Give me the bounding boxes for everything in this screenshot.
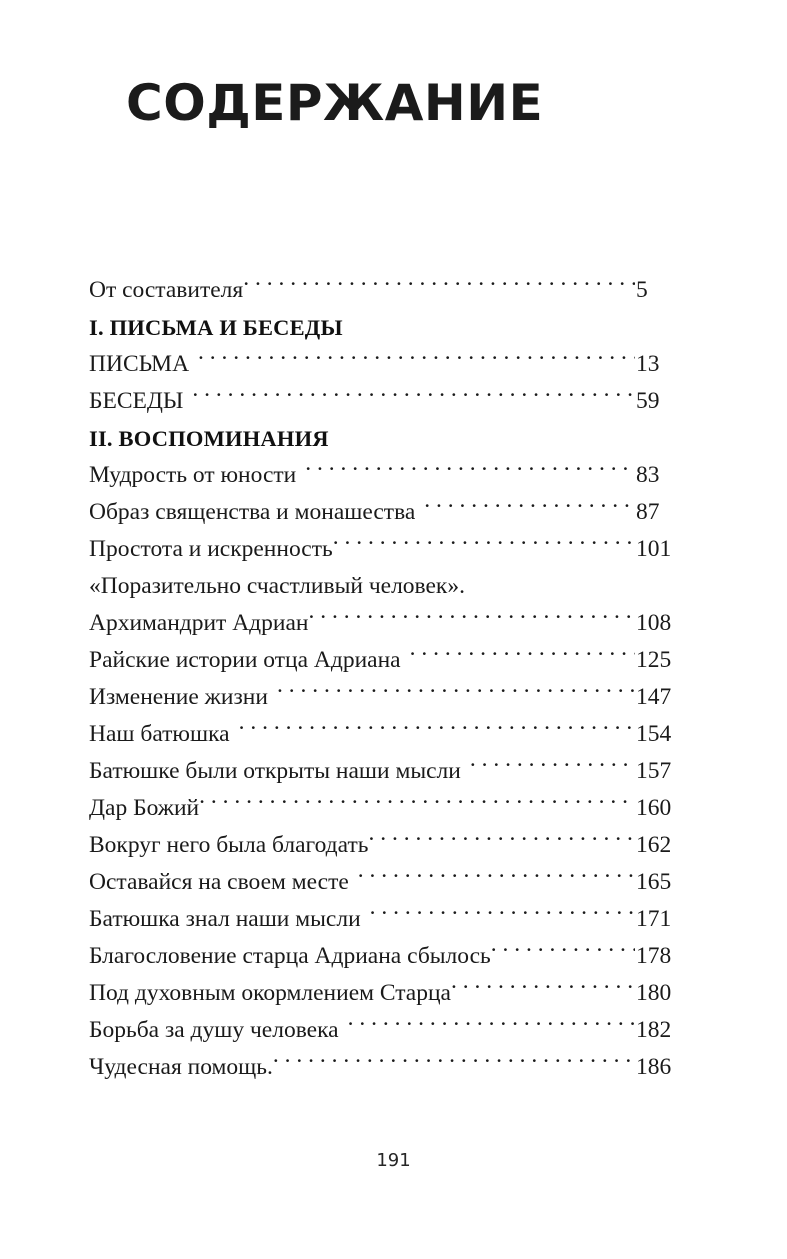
toc-entry-page-number: 160 [636,795,672,821]
toc-entry-label: Вокруг него была благодать [89,832,369,858]
toc-entry-label: Мудрость от юности [89,462,297,488]
toc-entry-page-number: 182 [636,1017,672,1043]
toc-entry[interactable] [89,975,684,1012]
toc-entry-page-number: 162 [636,832,672,858]
toc-dot-leader [424,496,635,520]
toc-entry-label: От составителя [89,277,244,303]
toc-entry-label: Под духовным окормлением Старца [89,980,451,1006]
toc-entry-page-number: 83 [636,462,660,488]
toc-dot-leader [243,274,635,298]
toc-entry-page-number: 154 [636,721,672,747]
toc-dot-leader [348,1014,635,1038]
toc-entry-label: ПИСЬМА [89,351,190,377]
toc-entry-label: Простота и искренность [89,536,333,562]
toc-dot-leader [198,348,635,372]
toc-entry[interactable] [89,901,684,938]
toc-entry-page-number: 87 [636,499,660,525]
toc-section-heading: II. ВОСПОМИНАНИЯ [89,426,329,451]
toc-entry[interactable] [89,346,684,383]
toc-entry[interactable] [89,1012,684,1049]
toc-entry[interactable] [89,716,684,753]
toc-entry-page-number: 13 [636,351,660,377]
toc-entry-page-number: 178 [636,943,672,969]
toc-entry[interactable] [89,753,684,790]
page-title: СОДЕРЖАНИЕ [126,74,544,132]
toc-entry-page-number: 165 [636,869,672,895]
toc-entry-label: Наш батюшка [89,721,230,747]
page-folio: 191 [376,1150,411,1171]
toc-entry-label: Райские истории отца Адриана [89,647,401,673]
toc-dot-leader [368,829,635,853]
toc-entry-label: Оставайся на своем месте [89,869,349,895]
toc-entry-page-number: 59 [636,388,660,414]
toc-dot-leader [333,533,635,557]
toc-entry-page-number: 186 [636,1054,672,1080]
toc-dot-leader [491,940,635,964]
toc-dot-leader [470,755,635,779]
toc-entry-page-number: 5 [636,277,648,303]
toc-entry-page-number: 157 [636,758,672,784]
toc-list [89,272,684,1086]
toc-entry[interactable] [89,383,684,420]
toc-entry[interactable] [89,605,684,642]
toc-entry-title-line: «Поразительно счастливый человек». [89,573,465,599]
toc-entry-label: Изменение жизни [89,684,268,710]
toc-entry[interactable] [89,679,684,716]
toc-entry[interactable] [89,827,684,864]
toc-entry[interactable] [89,272,684,309]
toc-entry-label: Батюшка знал наши мысли [89,906,361,932]
toc-entry-page-number: 171 [636,906,672,932]
toc-entry-label: Образ священства и монашества [89,499,416,525]
toc-entry-label: БЕСЕДЫ [89,388,184,414]
toc-dot-leader [308,607,635,631]
toc-dot-leader [370,903,635,927]
toc-entry[interactable] [89,642,684,679]
toc-entry-page-number: 101 [636,536,672,562]
toc-entry[interactable] [89,790,684,827]
toc-dot-leader [358,866,635,890]
toc-entry[interactable] [89,1049,684,1086]
toc-entry-page-number: 147 [636,684,672,710]
toc-entry-label: Борьба за душу человека [89,1017,339,1043]
toc-dot-leader [273,1051,635,1075]
toc-dot-leader [192,385,635,409]
toc-entry-page-number: 180 [636,980,672,1006]
toc-entry[interactable] [89,457,684,494]
toc-dot-leader [239,718,635,742]
toc-dot-leader [199,792,635,816]
toc-section-heading: I. ПИСЬМА И БЕСЕДЫ [89,315,343,340]
toc-dot-leader [451,977,635,1001]
toc-entry[interactable] [89,494,684,531]
toc-dot-leader [277,681,635,705]
toc-entry[interactable] [89,938,684,975]
toc-entry-page-number: 108 [636,610,672,636]
toc-entry-label: Благословение старца Адриана сбылось [89,943,491,969]
toc-dot-leader [410,644,635,668]
toc-entry-label: Дар Божий [89,795,200,821]
toc-entry-label: Батюшке были открыты наши мысли [89,758,461,784]
toc-entry-label: Архимандрит Адриан [89,610,309,636]
toc-entry-page-number: 125 [636,647,672,673]
toc-entry-label: Чудесная помощь. [89,1054,273,1080]
toc-dot-leader [305,459,635,483]
toc-entry[interactable] [89,864,684,901]
toc-entry[interactable] [89,531,684,568]
